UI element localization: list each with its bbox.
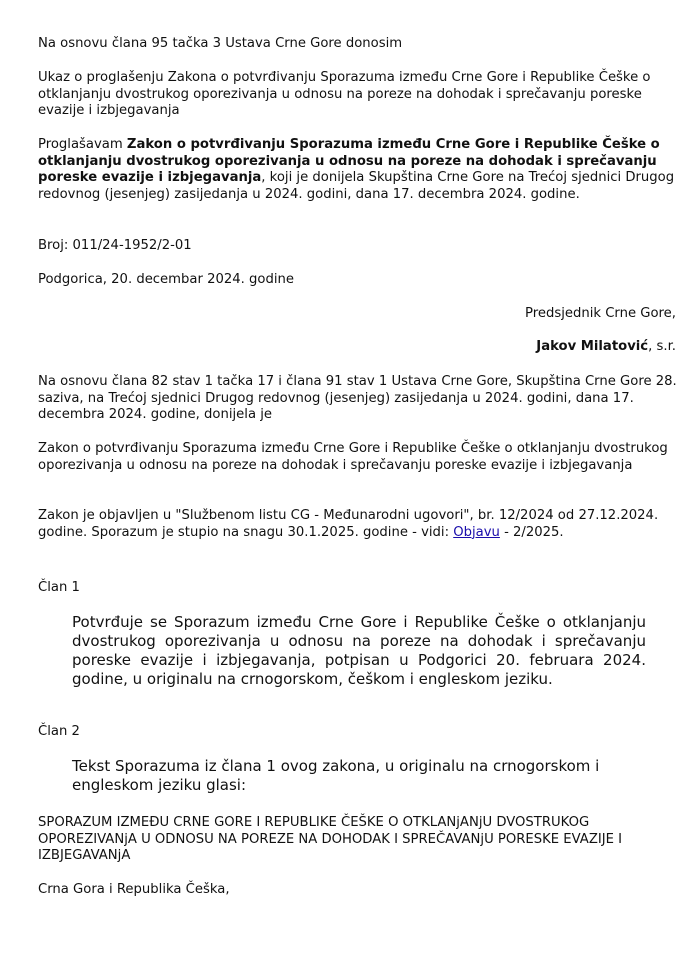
- publication-text: Zakon je objavljen u "Službenom listu CG - Međunarodni ugovori", br. 12/2024 od 27.12.2024. godine. Sporazum je stupio na snagu 30.1.2025. godine - vidi:: [38, 508, 659, 540]
- signatory-title: Predsjednik Crne Gore,: [525, 306, 676, 321]
- agreement-title: SPORAZUM IZMEĐU CRNE GORE I REPUBLIKE ČEŠKE O OTKLANjANjU DVOSTRUKOG OPOREZIVANjA U ODNOSU NA POREZE NA DOHODAK I SPREČAVANjU PORESKE EVAZIJE I IZBJEGAVANjA: [38, 815, 623, 864]
- article-2-text: Tekst Sporazuma iz člana 1 ovog zakona, u originalu na crnogorskom i engleskom jeziku glasi:: [72, 757, 600, 794]
- proclaimed-law-name: Zakon o potvrđivanju Sporazuma između Crne Gore i Republike Češke o otklanjanju dvostrukog oporezivanja u odnosu na poreze na dohodak i sprečavanju poreske evazije i izbjegavanja: [38, 137, 660, 186]
- proclaim-suffix: , koji je donijela Skupština Crne Gore na Trećoj sjednici Drugog redovnog (jesenjeg) zasijedanja u 2024. godini, dana 17. decembra 2024. godine.: [38, 170, 675, 202]
- publication-note: [38, 508, 678, 541]
- signatory-line: [380, 339, 676, 356]
- signatory-suffix: , s.r.: [648, 339, 676, 354]
- document-number: Broj: 011/24-1952/2-01: [38, 238, 192, 253]
- law-title: Zakon o potvrđivanju Sporazuma između Crne Gore i Republike Češke o otklanjanju dvostrukog oporezivanja u odnosu na poreze na dohodak i sprečavanju poreske evazije i izbjegavanja: [38, 441, 668, 473]
- objava-link[interactable]: Objavu: [453, 524, 500, 540]
- place-and-date: Podgorica, 20. decembar 2024. godine: [38, 272, 294, 287]
- adoption-basis: Na osnovu člana 82 stav 1 tačka 17 i člana 91 stav 1 Ustava Crne Gore, Skupština Crne Gore 28. saziva, na Trećoj sjednici Drugog redovnog (jesenjeg) zasijedanja u 2024. godini, dana 17. decembra 2024. godine, donijela je: [38, 374, 677, 423]
- article-1-heading: Član 1: [38, 580, 80, 595]
- article-2-heading: Član 2: [38, 724, 80, 739]
- intro-line: Na osnovu člana 95 tačka 3 Ustava Crne Gore donosim: [38, 36, 403, 51]
- ukaz-title: Ukaz o proglašenju Zakona o potvrđivanju Sporazuma između Crne Gore i Republike Češke o otklanjanju dvostrukog oporezivanja u odnosu na poreze na dohodak i sprečavanju poreske evazije i izbjegavanja: [38, 70, 651, 119]
- proclaim-prefix: Proglašavam: [38, 137, 127, 152]
- proclamation-paragraph: [38, 137, 678, 203]
- article-1-text: Potvrđuje se Sporazum između Crne Gore i Republike Češke o otklanjanju dvostrukog oporezivanja u odnosu na poreze na dohodak i sprečavanju poreske evazije i izbjegavanja, potpisan u Podgorici 20. februara 2024. godine, u originalu na crnogorskom, češkom i engleskom jeziku.: [72, 613, 646, 688]
- signatory-name: Jakov Milatović: [536, 339, 649, 354]
- agreement-parties: Crna Gora i Republika Češka,: [38, 882, 230, 897]
- publication-after-link: - 2/2025.: [499, 524, 564, 540]
